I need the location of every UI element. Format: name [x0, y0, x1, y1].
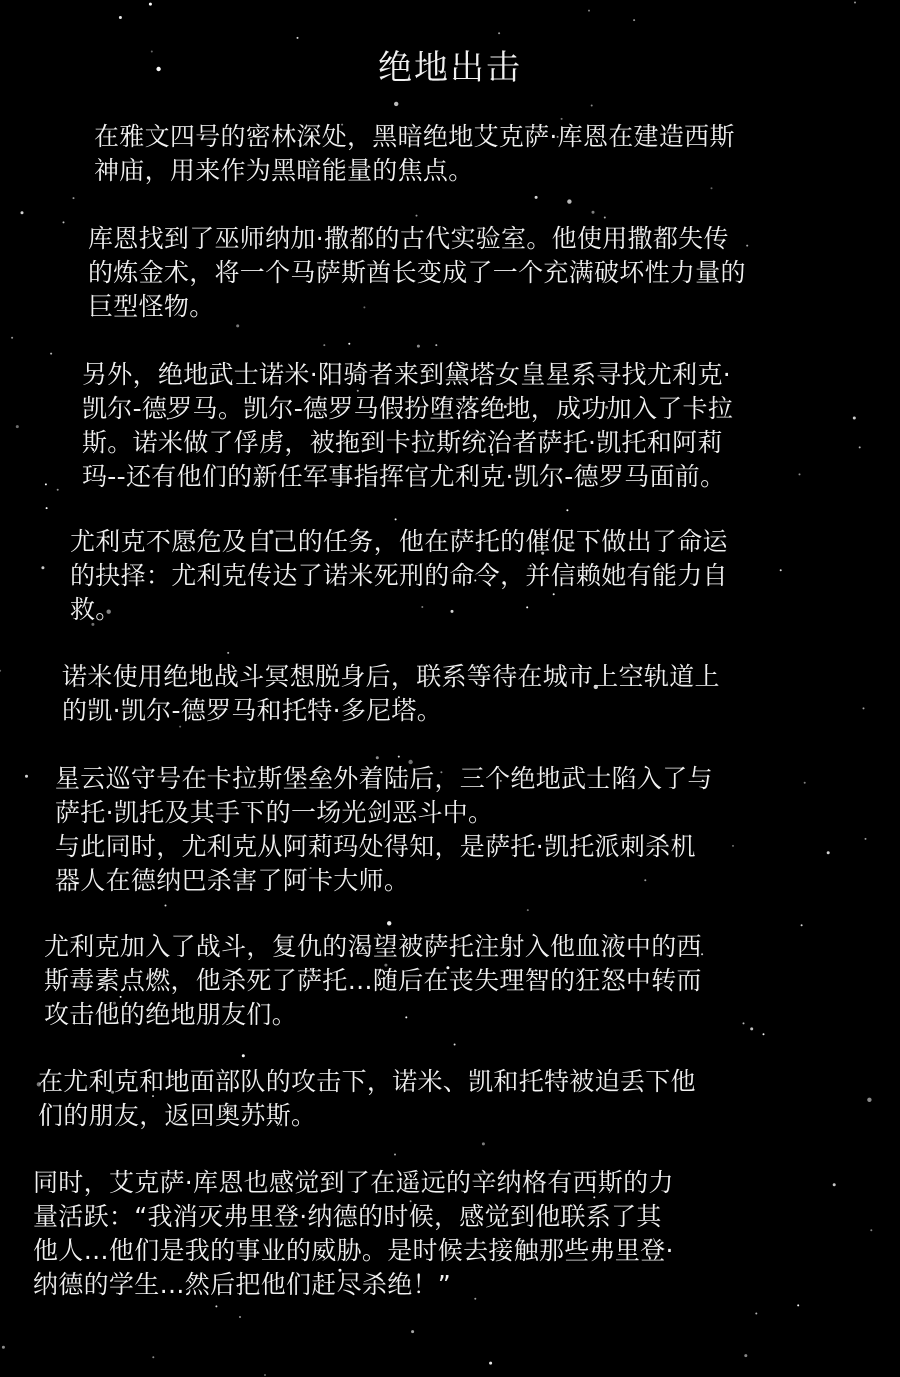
star	[797, 1304, 799, 1306]
star	[0, 670, 1, 672]
star	[227, 652, 229, 654]
paragraph-1: 在雅文四号的密林深处，黑暗绝地艾克萨·库恩在建造西斯 神庙，用来作为黑暗能量的焦点。	[94, 122, 735, 185]
star	[498, 32, 500, 34]
star	[323, 344, 325, 346]
star	[215, 1305, 217, 1307]
star	[799, 473, 801, 475]
star	[297, 37, 299, 39]
star	[395, 518, 397, 520]
star	[591, 105, 593, 107]
star	[435, 344, 437, 346]
star	[527, 909, 529, 911]
paragraph-4: 尤利克不愿危及自己的任务，他在萨托的催促下做出了命运 的抉择：尤利克传达了诺米死刑的命令，并信赖她有能力自 救。	[70, 527, 728, 624]
star	[853, 417, 856, 420]
star	[743, 1022, 745, 1024]
star	[863, 707, 865, 709]
star	[801, 924, 803, 926]
star	[387, 921, 391, 925]
star	[25, 775, 28, 778]
paragraph-5: 诺米使用绝地战斗冥想脱身后，联系等待在城市上空轨道上 的凯·凯尔-德罗马和托特·多尼塔。	[62, 662, 720, 725]
star	[73, 197, 75, 199]
paragraph-6: 星云巡守号在卡拉斯堡垒外着陆后，三个绝地武士陷入了与 萨托·凯托及其手下的一场光剑恶斗中。 与此同时，尤利克从阿莉玛处得知，是萨托·凯托派刺杀机 器人在德纳巴杀害了阿卡大师。	[55, 764, 713, 895]
star	[165, 905, 167, 907]
star	[242, 1054, 245, 1057]
star	[865, 838, 867, 840]
star	[2, 1346, 5, 1349]
star	[633, 19, 635, 21]
star	[859, 446, 861, 448]
star	[804, 782, 806, 784]
star	[411, 1330, 414, 1333]
star	[152, 1356, 154, 1358]
star	[21, 211, 24, 214]
star	[416, 215, 418, 217]
star	[16, 425, 19, 428]
star	[744, 1354, 747, 1357]
star	[750, 1027, 753, 1030]
star	[454, 1044, 456, 1046]
star	[833, 1183, 836, 1186]
star	[348, 343, 350, 345]
star	[417, 345, 420, 348]
star	[264, 1374, 266, 1376]
star	[63, 221, 65, 223]
star	[41, 566, 44, 569]
star	[588, 10, 590, 12]
star	[854, 2, 856, 4]
page-title: 绝地出击	[378, 48, 522, 88]
star	[535, 196, 538, 199]
star	[46, 507, 48, 509]
paragraph-7: 尤利克加入了战斗，复仇的渴望被萨托注射入他血液中的西 斯毒素点燃，他杀死了萨托…随后在丧失理智的狂怒中转而 攻击他的绝地朋友们。	[44, 932, 702, 1029]
star	[119, 16, 122, 19]
paragraph-3: 另外，绝地武士诺米·阳骑者来到黛塔女皇星系寻找尤利克· 凯尔-德罗马。凯尔-德罗马假扮堕落绝地，成功加入了卡拉 斯。诺米做了俘虏，被拖到卡拉斯统治者萨托·凯托和阿莉 玛--还有他们的新任军事指挥官尤利克·凯尔-德罗马面前。	[82, 360, 734, 491]
star	[376, 756, 379, 759]
star	[732, 845, 734, 847]
star	[746, 245, 748, 247]
paragraph-2: 库恩找到了巫师纳加·撒都的古代实验室。他使用撒都失传 的炼金术，将一个马萨斯酋长变成了一个充满破坏性力量的 巨型怪物。	[88, 224, 746, 321]
star	[566, 509, 568, 511]
star	[489, 1362, 492, 1365]
star	[867, 1098, 871, 1102]
star	[870, 1229, 872, 1231]
star	[394, 1154, 396, 1156]
star	[394, 102, 398, 106]
star	[604, 217, 606, 219]
star	[755, 1313, 757, 1315]
paragraph-8: 在尤利克和地面部队的攻击下，诺米、凯和托特被迫丢下他 们的朋友，返回奥苏斯。	[38, 1067, 696, 1130]
star	[827, 851, 830, 854]
star	[236, 324, 239, 327]
star	[57, 489, 59, 491]
star	[149, 3, 152, 6]
star	[567, 199, 571, 203]
paragraph-9: 同时，艾克萨·库恩也感觉到了在遥远的辛纳格有西斯的力 量活跃：“我消灭弗里登·纳德的时候，感觉到他联系了其 他人…他们是我的事业的威胁。是时候去接触那些弗里登· 纳德的学生…然后把他们赶尽杀绝！”	[33, 1168, 674, 1299]
star	[780, 569, 782, 571]
star	[11, 337, 13, 339]
star	[398, 756, 400, 758]
star	[482, 1142, 485, 1145]
star	[592, 211, 595, 214]
star	[763, 1033, 765, 1035]
star	[239, 1316, 241, 1318]
star	[45, 483, 47, 485]
star	[50, 353, 52, 355]
